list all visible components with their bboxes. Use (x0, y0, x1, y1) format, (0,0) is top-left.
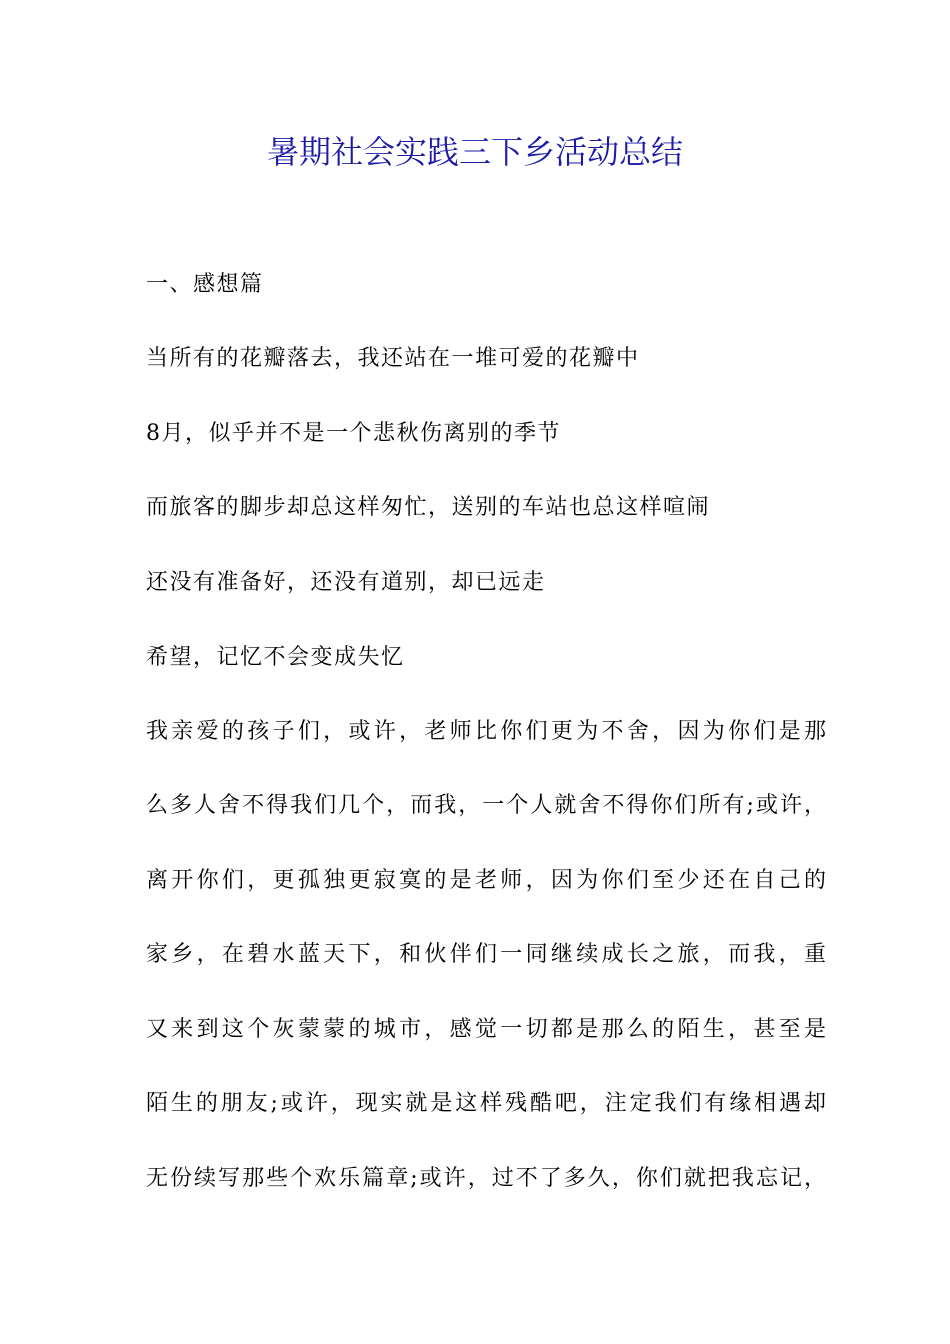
paragraph-line: 么多人舍不得我们几个，而我，一个人就舍不得你们所有;或许， (146, 793, 826, 818)
document-title: 暑期社会实践三下乡活动总结 (266, 133, 683, 171)
text-line: 希望，记忆不会变成失忆 (146, 645, 405, 670)
paragraph-line: 无份续写那些个欢乐篇章;或许，过不了多久，你们就把我忘记， (146, 1166, 826, 1191)
text-line: 8月，似乎并不是一个悲秋伤离别的季节 (146, 421, 561, 446)
paragraph-line: 家乡，在碧水蓝天下，和伙伴们一同继续成长之旅，而我，重 (146, 942, 826, 967)
text-line: 还没有准备好，还没有道别，却已远走 (146, 570, 546, 595)
text-line: 当所有的花瓣落去，我还站在一堆可爱的花瓣中 (146, 346, 640, 371)
section-heading: 一、感想篇 (146, 272, 264, 297)
paragraph-line: 我亲爱的孩子们，或许，老师比你们更为不舍，因为你们是那 (146, 719, 826, 744)
paragraph-line: 又来到这个灰蒙蒙的城市，感觉一切都是那么的陌生，甚至是 (146, 1017, 826, 1042)
paragraph-line: 陌生的朋友;或许，现实就是这样残酷吧，注定我们有缘相遇却 (146, 1091, 826, 1116)
text-line: 而旅客的脚步却总这样匆忙，送别的车站也总这样喧闹 (146, 495, 711, 520)
paragraph-line: 离开你们，更孤独更寂寞的是老师，因为你们至少还在自己的 (146, 868, 826, 893)
